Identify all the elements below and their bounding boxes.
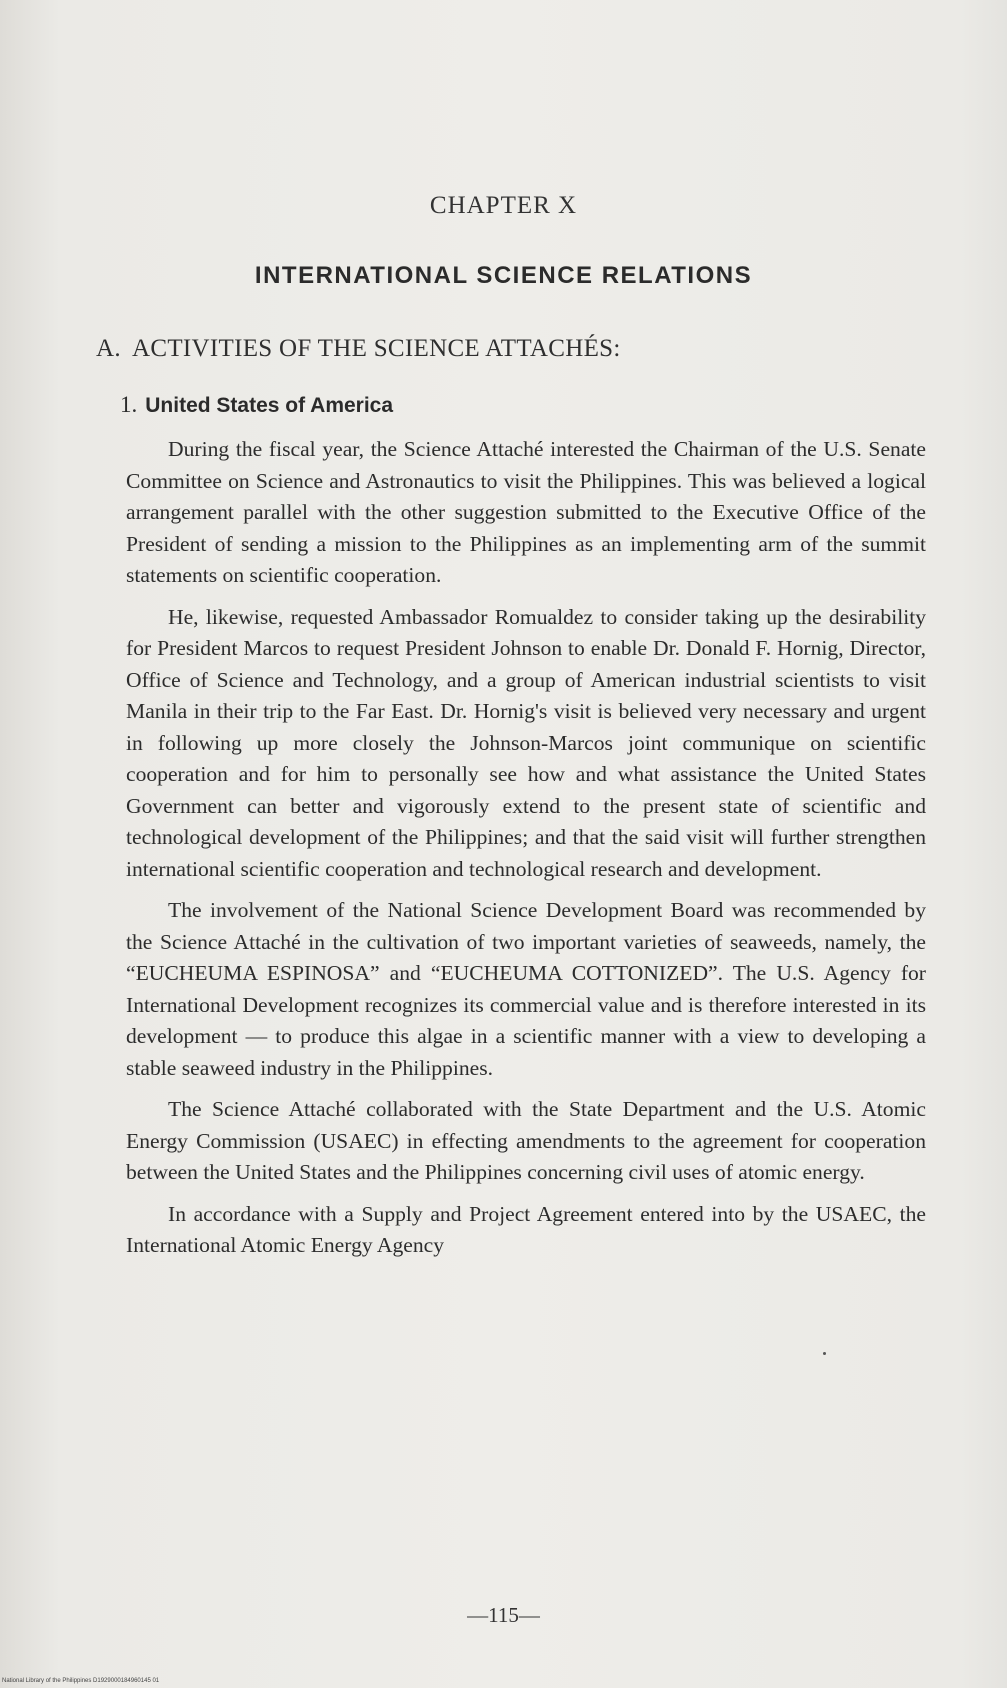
subsection-heading — [120, 392, 393, 418]
subsection-title: United States of America — [145, 394, 394, 417]
section-heading — [96, 335, 621, 363]
scan-speck — [823, 1352, 826, 1355]
section-label: A. — [96, 335, 121, 362]
body-text — [126, 434, 926, 1272]
scan-source-tag: National Library of the Philippines D1929000184960145 01 — [2, 1678, 160, 1684]
paragraph: He, likewise, requested Ambassador Romualdez to consider taking up the desirability for President Marcos to request President Johnson to enable Dr. Donald F. Hornig, Director, Office of Science and Technology, and a group of American industrial scientists to visit Manila in their trip to the Far East. Dr. Hornig's visit is believed very necessary and urgent in following up more closely the Johnson-Marcos joint communique on scientific cooperation and for him to personally see how and what assistance the United States Government can better and vigorously extend to the present state of scientific and technological development of the Philippines; and that the said visit will further strengthen international scientific cooperation and technological research and development. — [126, 604, 926, 881]
chapter-title: INTERNATIONAL SCIENCE RELATIONS — [254, 262, 753, 289]
paragraph: The involvement of the National Science Development Board was recommended by the Science Attaché in the cultivation of two important varieties of seaweeds, namely, the “EUCHEUMA ESPINOSA” and “EUCHEUMA COTTONIZED”. The U.S. Agency for International Development recognizes its commercial value and is therefore interested in its development — to produce this algae in a scientific manner with a view to developing a stable seaweed industry in the Philippines. — [126, 898, 926, 1080]
section-title: ACTIVITIES OF THE SCIENCE ATTACHÉS: — [132, 335, 621, 362]
subsection-number: 1. — [120, 392, 138, 417]
paragraph: In accordance with a Supply and Project Agreement entered into by the USAEC, the International Atomic Energy Agency — [126, 1201, 926, 1257]
paragraph: The Science Attaché collaborated with the State Department and the U.S. Atomic Energy Commission (USAEC) in effecting amendments to the agreement for cooperation between the United States and the Philippines concerning civil uses of atomic energy. — [126, 1097, 926, 1184]
page-number: —115— — [467, 1603, 540, 1627]
paragraph: During the fiscal year, the Science Attaché interested the Chairman of the U.S. Senate Committee on Science and Astronautics to visit the Philippines. This was believed a logical arrangement parallel with the other suggestion submitted to the Executive Office of the President of sending a mission to the Philippines as an implementing arm of the summit statements on scientific cooperation. — [126, 437, 926, 587]
chapter-number: CHAPTER X — [429, 192, 578, 219]
